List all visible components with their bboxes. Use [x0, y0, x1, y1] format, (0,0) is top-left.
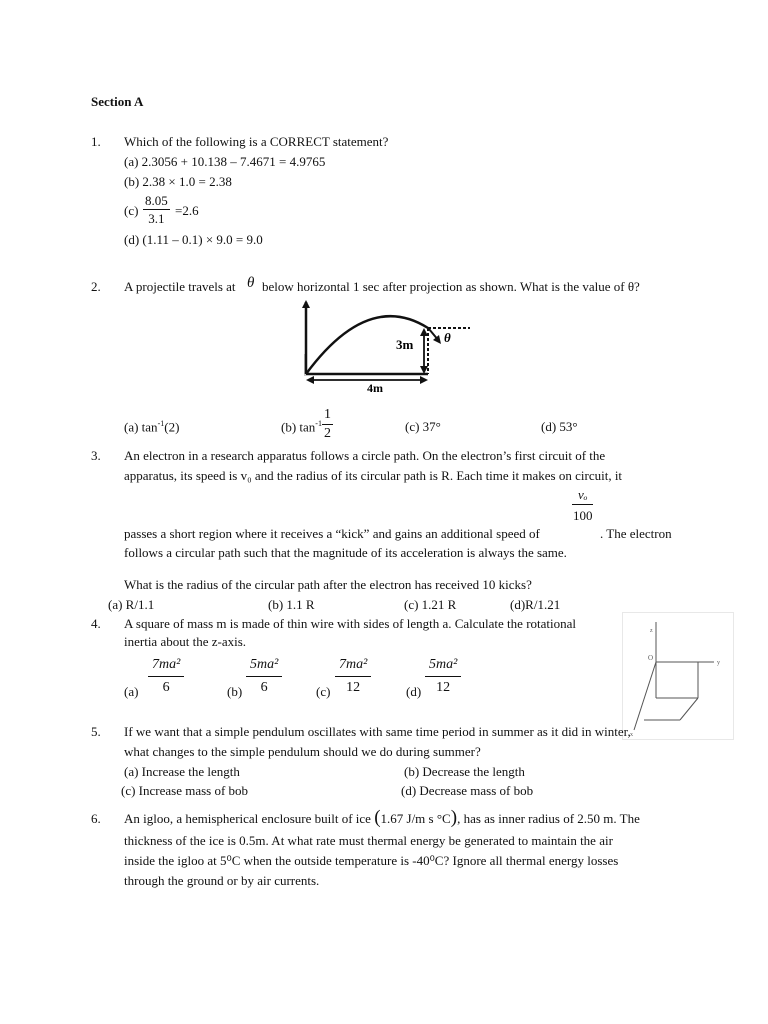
- option-b: (b) Decrease the length: [404, 764, 525, 779]
- fraction-numerator: 5ma²: [425, 658, 461, 677]
- fraction-numerator: vₒ: [572, 488, 593, 505]
- option-d: (d) (1.11 – 0.1) × 9.0 = 9.0: [124, 232, 263, 247]
- question-line-1: If we want that a simple pendulum oscillates with same time period in summer as it did in winter,: [124, 724, 631, 739]
- option-c-fraction: [143, 194, 170, 225]
- close-paren: ): [450, 807, 458, 828]
- option-a: (a) 2.3056 + 10.138 – 7.4671 = 4.9765: [124, 154, 326, 169]
- kick-fraction: [572, 488, 593, 522]
- fraction-denominator: 6: [260, 680, 268, 695]
- option-b: (b) 1.1 R: [268, 597, 315, 612]
- option-d-fraction: [425, 658, 461, 695]
- option-c-label: (c): [316, 684, 331, 699]
- question-number: 5.: [91, 724, 101, 739]
- option-a-fraction: [148, 658, 184, 695]
- option-a: (a) R/1.1: [108, 597, 155, 612]
- fraction-numerator: 8.05: [145, 193, 168, 208]
- projectile-figure: [298, 298, 474, 394]
- option-c: (c) Increase mass of bob: [121, 783, 249, 798]
- option-b-text: (b) tan: [281, 419, 316, 435]
- question-line-4: through the ground or by air currents.: [124, 873, 320, 888]
- fraction-numerator: 7ma²: [335, 658, 371, 677]
- line-1-end: , has as inner radius of 2.50 m. The: [457, 811, 640, 826]
- question-line-4: follows a circular path such that the magnitude of its acceleration is always the same.: [124, 545, 567, 560]
- question-number: 2.: [91, 279, 101, 294]
- fraction-denominator: 100: [572, 508, 593, 523]
- option-b-fraction: [322, 408, 333, 441]
- option-b-fraction: [246, 658, 282, 695]
- option-a-label: (a): [124, 684, 139, 699]
- option-b: [281, 419, 322, 435]
- option-c: (c) 37°: [405, 419, 441, 434]
- option-c-fraction: [335, 658, 371, 695]
- option-a-argument: (2): [164, 419, 180, 435]
- question-text-end: below horizontal 1 sec after projection as shown. What is the value of θ?: [262, 279, 640, 294]
- question-line-2: apparatus, its speed is v₀ and the radius of its circular path is R. Each time it makes on circuit, it: [124, 468, 623, 483]
- question-line-1: [124, 807, 640, 828]
- question-text: Which of the following is a CORRECT statement?: [124, 134, 389, 149]
- question-line-3: inside the igloo at 5⁰C when the outside temperature is -40⁰C? Ignore all thermal energy losses: [124, 853, 619, 868]
- x-axis-label: x: [630, 732, 633, 738]
- option-a-text: (a) tan: [124, 419, 158, 435]
- section-heading: Section A: [91, 94, 144, 109]
- y-axis-label: y: [717, 660, 720, 666]
- question-line-1: An electron in a research apparatus follows a circle path. On the electron’s first circuit of the: [124, 448, 606, 463]
- fraction-denominator: 12: [436, 680, 451, 695]
- theta-symbol: θ: [247, 275, 255, 291]
- fraction-denominator: 2: [324, 426, 331, 441]
- option-d: (d) 53°: [541, 419, 578, 434]
- z-axis-label: z: [650, 628, 653, 634]
- question-line-3: passes a short region where it receives a “kick” and gains an additional speed of: [124, 526, 540, 541]
- option-d: (d) Decrease mass of bob: [401, 783, 534, 798]
- height-label: 3m: [396, 337, 414, 352]
- fraction-numerator: 5ma²: [246, 658, 282, 677]
- question-line-2: inertia about the z-axis.: [124, 634, 247, 649]
- option-c-result: =2.6: [175, 203, 199, 218]
- question-line-2: thickness of the ice is 0.5m. At what rate must thermal energy be generated to maintain the air: [124, 833, 613, 848]
- fraction-denominator: 12: [346, 680, 361, 695]
- question-number: 1.: [91, 134, 101, 149]
- option-a-exponent: -1: [157, 419, 165, 428]
- line-1-start: An igloo, a hemispherical enclosure built of ice: [124, 811, 371, 826]
- fraction-denominator: 3.1: [148, 211, 165, 226]
- question-line-1: A square of mass m is made of thin wire with sides of length a. Calculate the rotational: [124, 616, 577, 631]
- fraction-numerator: 7ma²: [148, 658, 184, 677]
- origin-label: O: [648, 654, 654, 662]
- option-a: [124, 419, 179, 435]
- height-arrow-top: [420, 328, 428, 336]
- question-line-3-end: . The electron: [600, 526, 672, 541]
- theta-label: θ: [444, 330, 451, 345]
- question-text-start: A projectile travels at: [124, 279, 236, 294]
- square-wire-figure: [622, 612, 734, 740]
- option-b-exponent: -1: [315, 419, 322, 428]
- option-c: (c) 1.21 R: [404, 597, 457, 612]
- option-c-label: (c): [124, 203, 139, 218]
- vertical-axis-arrow: [302, 300, 310, 308]
- question-line-2: what changes to the simple pendulum should we do during summer?: [124, 744, 481, 759]
- question-number: 3.: [91, 448, 101, 463]
- conductivity-value: 1.67 J/m s °C: [380, 811, 451, 826]
- width-label: 4m: [367, 381, 383, 394]
- open-paren: (: [374, 807, 381, 828]
- option-b-label: (b): [227, 684, 243, 699]
- fraction-denominator: 6: [162, 680, 170, 695]
- fraction-numerator: 1: [322, 408, 333, 425]
- question-number: 6.: [91, 811, 101, 826]
- square-edge-front: [680, 698, 698, 720]
- option-d: (d)R/1.21: [510, 597, 561, 612]
- option-a: (a) Increase the length: [124, 764, 240, 779]
- option-d-label: (d): [406, 684, 422, 699]
- width-arrow-left: [306, 376, 314, 384]
- question-prompt: What is the radius of the circular path after the electron has received 10 kicks?: [124, 577, 532, 592]
- question-number: 4.: [91, 616, 101, 631]
- option-b: (b) 2.38 × 1.0 = 2.38: [124, 174, 232, 189]
- width-arrow-right: [420, 376, 428, 384]
